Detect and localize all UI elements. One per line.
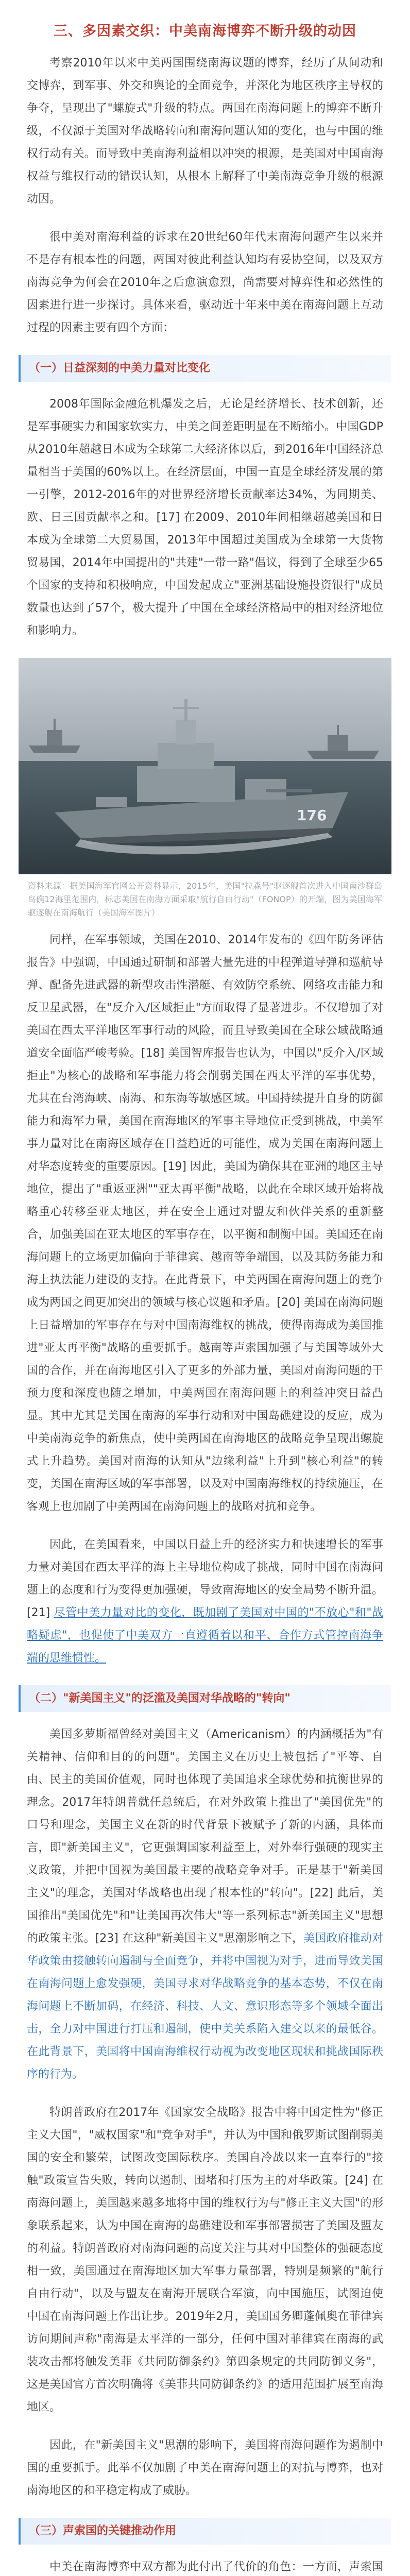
s2-paragraph-3: 因此，在"新美国主义"思潮的影响下，美国将南海问题作为遏制中国的重要抓手。此举不仅加剧了中美在南海问题上的对抗与博弈，也对南海地区的和平稳定构成了威胁。 xyxy=(27,2439,383,2497)
s1-paragraph-1: 2008年国际金融危机爆发之后，无论是经济增长、技术创新，还是军事硬实力和国家软实力，中美之间差距明显在不断缩小。中国GDP从2010年超越日本成为全球第二大经济体以后，到2016年中国经济总量相当于美国的60%以上。在经济层面，中国一直是全球经济发展的第一引擎，2012-2016年的对世界经济增长贡献率达34%，为同期美、欧、日三国贡献率之和。[17] 在2009、2010年间相继超越美国和日本成为全球第二大贸易国，2013年中国超过美国成为全球第一大货物贸易国，2014年中国提出的"共建"一带一路"倡议，得到了全球至少65个国家的支持和积极响应，中国发起成立"亚洲基础设施投资银行"成员数量也达到了57个，极大提升了中国在全球经济格局中的相对经济地位和影响力。 xyxy=(27,398,383,637)
article xyxy=(0,20,410,2576)
warship-caption: 资料来源：据美国海军官网公开资料显示，2015年，美国"拉森号"驱逐舰首次进入中国南沙群岛岛礁12海里范围内，标志美国在南海方面采取"航行自由行动"（FONOP）的开端，图为美国海军驱逐舰在南海航行（美国海军图片） xyxy=(28,881,382,918)
subheading-new-americanism: （二）"新美国主义"的泛滥及美国对华战略的"转向" xyxy=(19,1685,391,1712)
s1-paragraph-3-text: 因此，在美国看来，中国以日益上升的经济实力和快速增长的军事力量对美国在西太平洋的海上主导地位构成了挑战，同时中国在南海问题上的态度和行为变得更加强硬，导致南海地区的安全局势不断升温。[21] xyxy=(27,1538,383,1619)
s1-paragraph-3-highlight: 尽管中美力量对比的变化，既加剧了美国对中国的"不放心"和"战略疑虑"，也促使了中美双方一直遵循着以和平、合作方式管控南海争端的思维惯性。 xyxy=(27,1606,383,1665)
svg-text:176: 176 xyxy=(297,807,327,824)
intro-paragraph-1: 考察2010年以来中美两国围绕南海议题的博弈，经历了从间动和交博弈，到军事、外交和舆论的全面竞争，并深化为地区秩序主导权的争夺，呈现出了"螺旋式"升级的特点。两国在南海问题上的博弈不断升级，不仅源于美国对华战略转向和南海问题认知的变化，也与中国的维权行动有关。而导致中美南海利益相以冲突的根源，是美国对中国南海权益与维权行动的错误认知，从根本上解释了中美南海竞争升级的根源动因。 xyxy=(27,57,383,206)
s2-paragraph-2: 特朗普政府在2017年《国家安全战略》报告中将中国定性为"修正主义大国"，"威权国家"和"竞争对手"，并认为中国和俄罗斯试图削弱美国的安全和繁荣，试图改变国际秩序。美国自冷战以来一直奉行的"接触"政策宣告失败，转向以遏制、围堵和打压为主的对华政策。[24] 在南海问题上，美国越来越多地将中国的维权行为与"修正主义大国"的形象联系起来，认为中国在南海的岛礁建设和军事部署损害了美国及盟友的利益。特朗普政府对南海问题的高度关注与其对中国整体的强硬态度相一致，美国通过在南海地区加大军事力量部署，特别是频繁的"航行自由行动"，以及与盟友在南海开展联合军演，向中国施压，试图迫使中国在南海问题上作出让步。2019年2月，美国国务卿蓬佩奥在菲律宾访问期间声称"南海是太平洋的一部分，任何中国对菲律宾在南海的武装攻击都将触发美菲《共同防御条约》第四条规定的共同防御义务"，这是美国官方首次明确将《美菲共同防御条约》的适用范围扩展至南海地区。 xyxy=(27,2106,384,2414)
section-title: 三、多因素交织：中美南海博弈不断升级的动因 xyxy=(54,23,356,39)
subheading-claimant-states: （三）声索国的关键推动作用 xyxy=(19,2518,391,2545)
warship-photo xyxy=(19,658,391,874)
s2-paragraph-1-text: 美国多萝斯福曾经对美国主义（Americanism）的内涵概括为"有关精神、信仰和目的的问题"。美国主义在历史上被包括了"平等、自由、民主的美国价值观，同时也体现了美国追求全球优势和抗衡世界的理念。2017年特朗普就任总统后，在对外政策上推出了"美国优先"的口号和理念，美国主义在新的时代背景下被赋予了新的内涵，具体而言，即"新美国主义"，它更强调国家利益至上，对外奉行强硬的现实主义政策，并把中国视为美国最主要的战略竞争对手。正是基于"新美国主义"的理念，美国对华战略也出现了根本性的"转向"。[22] 此后，美国推出"美国优先"和"让美国再次伟大"等一系列标志"新美国主义"思想的政策主张。[23] 在这种"新美国主义"思潮影响之下， xyxy=(27,1728,383,1945)
warship-image xyxy=(19,658,391,874)
s3-paragraph-1: 中美在南海博弈中双方都为此付出了代价的角色：一方面，声索国 xyxy=(49,2561,383,2573)
subheading-power-balance: （一）日益深刻的中美力量对比变化 xyxy=(19,355,391,382)
s2-paragraph-1-highlight: 美国政府推动对华政策由接触转向遏制与全面竞争，并将中国视为对手，进而导致美国在南海问题上愈发强硬，美国寻求对华战略竞争的基本态势，不仅在南海问题上不断加码，在经济、科技、人文、意识形态等多个领域全面出击，全力对中国进行打压和遏制，使中美关系陷入建交以来的最低谷。在此背景下，美国将中国南海维权行动视为改变地区现状和挑战国际秩序的行为。 xyxy=(27,1932,383,2081)
s1-paragraph-3 xyxy=(27,1534,383,1670)
s1-paragraph-2: 同样，在军事领域，美国在2010、2014年发布的《四年防务评估报告》中强调，中国通过研制和部署大量先进的中程弹道导弹和巡航导弹、配备先进武器的新型攻击性潜艇、有效防空系统、网络攻击能力和反卫星武器，在"反介入/区域拒止"方面取得了显著进步。不仅增加了对美国在西太平洋地区军事行动的风险，而且导致美国在全球公域战略通道安全面临严峻考验。[18] 美国智库报告也认为，中国以"反介入/区域拒止"为核心的战略和军事能力将会削弱美国在西太平洋的军事优势，尤其在台湾海峡、南海、和东海等敏感区域。中国持续提升自身的防御能力和海军力量，美国在南海地区的军事主导地位正受到挑战，中美军事力量对比在南海区域存在日益趋近的可能性，成为美国在南海问题上对华态度转变的重要原因。[19] 因此，美国为确保其在亚洲的地区主导地位，提出了"重返亚洲""亚太再平衡"战略，以此在全球区域开始将战略重心转移至亚太地区，并在安全上通过对盟友和伙伴关系的重新整合，加强美国在亚太地区的军事存在，以平衡和制衡中国。美国还在南海问题上的立场更加偏向于菲律宾、越南等争端国，以及其防务能力和海上执法能力建设的支持。在此背景下，中美两国在南海问题上的竞争成为两国之间更加突出的领域与核心议题和矛盾。[20] 美国在南海问题上日益增加的军事存在与对中国南海维权的挑战，使得南海成为美国推进"亚太再平衡"战略的重要抓手。越南等声索国加强了与美国等域外大国的合作，并在南海地区引入了更多的外部力量，美国对南海问题的干预力度和深度也随之增加，中美两国在南海问题上的利益冲突日益凸显。其中尤其是美国在南海的军事行动和对中国岛礁建设的反应，成为中美南海竞争的新焦点，使中美两国在南海地区的战略竞争呈现出螺旋式上升趋势。美国对南海的认知从"边缘利益"上升到"核心利益"的转变，美国在南海区域的军事部署，以及对中国南海维权的持续施压，在客观上也加剧了中美两国在南海问题上的战略对抗和竞争。 xyxy=(27,934,383,1513)
intro-paragraph-2: 很中美对南海利益的诉求在20世纪60年代末南海问题产生以来并不是存有根本性的问题，两国对彼此利益认知均有妥协空间，以及双方南海竞争为何会在2010年之后愈演愈烈，尚需要对博弈性和必然性的因素进行进一步探讨。具体来看，驱动近十年来中美在南海问题上互动过程的因素主要有四个方面： xyxy=(27,231,383,334)
s2-paragraph-1 xyxy=(27,1723,383,2086)
warship-figure xyxy=(19,658,391,920)
